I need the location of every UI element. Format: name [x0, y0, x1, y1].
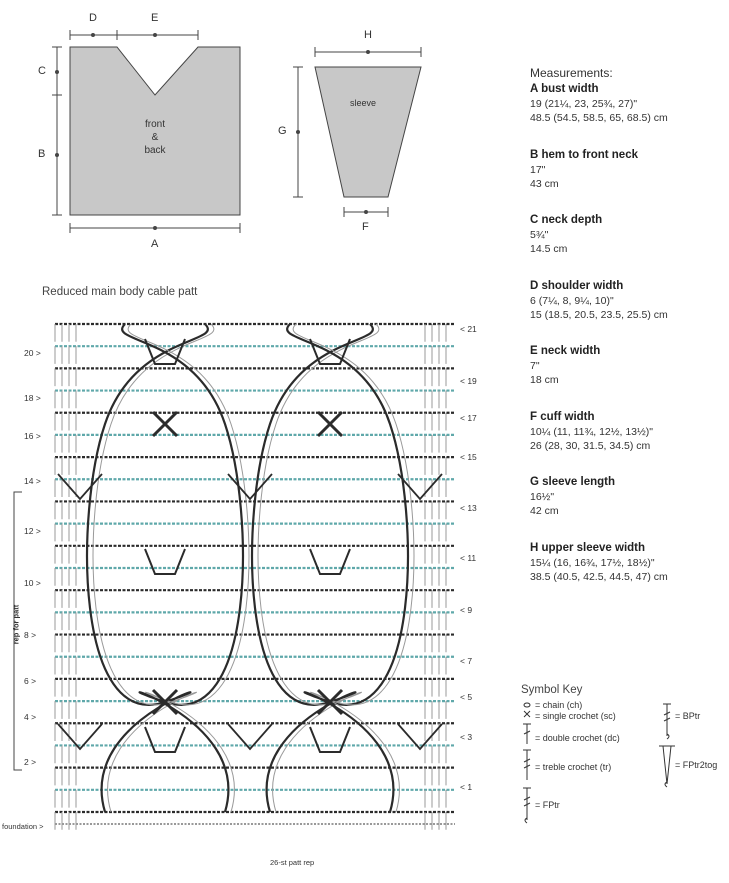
- dim-letter-a: A: [151, 238, 159, 250]
- cable-motif: [145, 727, 185, 752]
- stitch-repeat-label: 26-st patt rep: [270, 858, 315, 867]
- row-label-right: < 15: [460, 452, 477, 462]
- row-label-right: < 21: [460, 324, 477, 334]
- key-chain: = chain (ch): [535, 700, 583, 710]
- row-label-left: 14 >: [24, 476, 41, 486]
- measurement-heading: F cuff width: [530, 411, 595, 423]
- row-label-left: 20 >: [24, 348, 41, 358]
- row-label-right: < 17: [460, 413, 477, 423]
- front-back-label: front & back: [144, 119, 166, 156]
- garment-schematic: [0, 0, 500, 260]
- measurement-heading: B hem to front neck: [530, 149, 638, 161]
- measurement-imperial: 19 (21¼, 23, 25¾, 27)": [530, 98, 638, 110]
- measurement-h: [530, 541, 725, 584]
- measurement-e: [530, 344, 725, 387]
- measurement-heading: E neck width: [530, 345, 601, 357]
- row-label-right: < 3: [460, 732, 473, 742]
- measurement-heading: A bust width: [530, 83, 599, 95]
- dim-letter-c: C: [38, 65, 46, 77]
- cable-motif: [145, 549, 185, 574]
- measurement-heading: D shoulder width: [530, 280, 624, 292]
- row-label-right: < 9: [460, 605, 473, 615]
- fptr-symbol-icon: [523, 788, 531, 823]
- measurement-imperial: 7": [530, 360, 540, 372]
- chart-title: Reduced main body cable patt: [42, 286, 198, 298]
- measurement-imperial: 5¾": [530, 229, 549, 241]
- sleeve-panel: [315, 67, 421, 197]
- measurement-c: [530, 213, 725, 256]
- dim-letter-h: H: [364, 29, 372, 41]
- measurement-metric: 26 (28, 30, 31.5, 34.5) cm: [530, 440, 651, 452]
- key-bptr: = BPtr: [675, 711, 701, 721]
- row-label-right: < 1: [460, 782, 473, 792]
- measurement-imperial: 16½": [530, 491, 555, 503]
- measurement-g: [530, 475, 725, 518]
- key-double-crochet: = double crochet (dc): [535, 733, 620, 743]
- row-label-right: < 7: [460, 656, 473, 666]
- row-label-left: 16 >: [24, 431, 41, 441]
- measurement-imperial: 6 (7¼, 8, 9¼, 10)": [530, 295, 614, 307]
- rep-for-patt-label: rep for patt: [11, 604, 21, 645]
- row-label-left: 18 >: [24, 393, 41, 403]
- measurement-d: [530, 279, 725, 322]
- dim-letter-b: B: [38, 148, 46, 160]
- measurement-heading: G sleeve length: [530, 476, 616, 488]
- cable-motif: [310, 727, 350, 752]
- fptr2tog-symbol-icon: [659, 746, 675, 787]
- dim-letter-g: G: [278, 125, 287, 137]
- measurement-heading: C neck depth: [530, 214, 603, 226]
- row-label-left: 6 >: [24, 676, 37, 686]
- dim-letter-f: F: [362, 221, 369, 233]
- measurement-metric: 48.5 (54.5, 58.5, 65, 68.5) cm: [530, 112, 668, 124]
- sleeve-label: sleeve: [350, 98, 377, 108]
- symbol-key-title: Symbol Key: [521, 684, 583, 696]
- measurement-f: [530, 410, 725, 453]
- measurement-imperial: 15¼ (16, 16¾, 17½, 18½)": [530, 557, 655, 569]
- measurement-a: [530, 82, 725, 125]
- measurement-metric: 43 cm: [530, 178, 559, 190]
- row-label-left: 4 >: [24, 712, 37, 722]
- measurement-metric: 42 cm: [530, 505, 559, 517]
- bptr-symbol-icon: [663, 704, 671, 739]
- measurement-metric: 14.5 cm: [530, 243, 568, 255]
- side-motif: [58, 474, 102, 499]
- dc-symbol-icon: [523, 724, 531, 744]
- dim-letter-e: E: [151, 12, 159, 24]
- row-label-left: 8 >: [24, 630, 37, 640]
- row-label-left: 2 >: [24, 757, 37, 767]
- measurement-metric: 15 (18.5, 20.5, 23.5, 25.5) cm: [530, 309, 668, 321]
- row-label-right: < 5: [460, 692, 473, 702]
- measurement-metric: 18 cm: [530, 374, 559, 386]
- row-label-left: 10 >: [24, 578, 41, 588]
- foundation-label: foundation >: [2, 822, 44, 831]
- key-fptr2tog: = FPtr2tog: [675, 760, 718, 770]
- row-label-right: < 13: [460, 503, 477, 513]
- measurement-metric: 38.5 (40.5, 42.5, 44.5, 47) cm: [530, 571, 668, 583]
- measurement-b: [530, 148, 725, 191]
- measurement-imperial: 10¼ (11, 11¾, 12½, 13½)": [530, 426, 654, 438]
- row-label-left: 12 >: [24, 526, 41, 536]
- measurements-title: Measurements:: [530, 66, 613, 80]
- row-label-right: < 19: [460, 376, 477, 386]
- key-fptr: = FPtr: [535, 800, 560, 810]
- measurement-imperial: 17": [530, 164, 546, 176]
- cable-chart: [0, 300, 500, 840]
- side-motif: [228, 474, 272, 499]
- cable-motif: [310, 549, 350, 574]
- key-single-crochet: = single crochet (sc): [535, 711, 616, 721]
- chain-symbol-icon: [524, 703, 530, 707]
- tr-symbol-icon: [523, 750, 531, 780]
- sc-symbol-icon: [524, 711, 530, 717]
- key-treble-crochet: = treble crochet (tr): [535, 762, 612, 772]
- dim-letter-d: D: [89, 12, 97, 24]
- measurement-heading: H upper sleeve width: [530, 542, 646, 554]
- row-label-right: < 11: [460, 553, 477, 563]
